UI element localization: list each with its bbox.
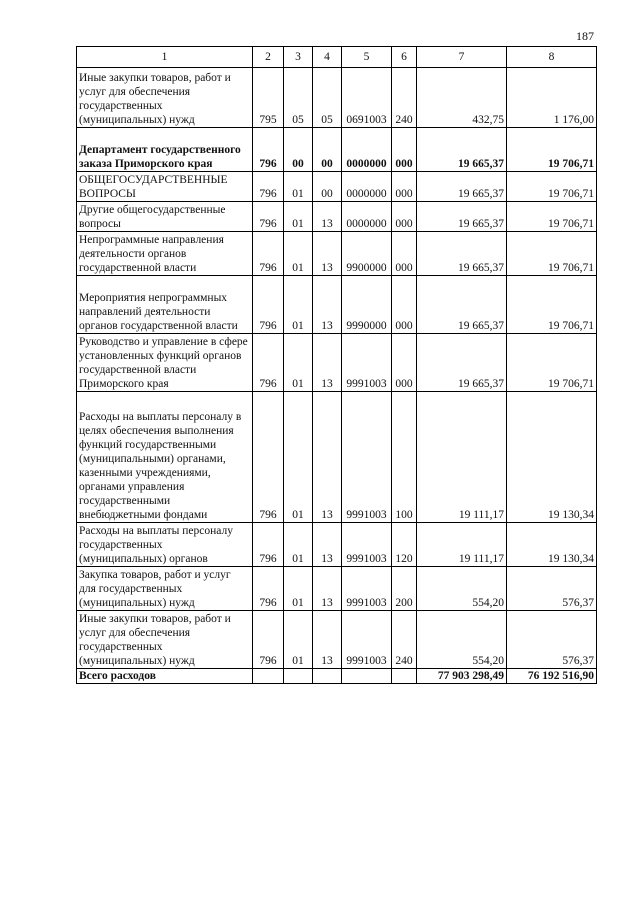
col7: 19 111,17 (417, 392, 507, 523)
page-number: 187 (576, 29, 594, 43)
col4: 13 (313, 232, 342, 276)
table-row (77, 334, 597, 392)
col6: 120 (392, 523, 417, 567)
col7: 19 111,17 (417, 523, 507, 567)
col4: 13 (313, 392, 342, 523)
col6: 100 (392, 392, 417, 523)
total-row (77, 669, 597, 684)
col6: 240 (392, 68, 417, 128)
col4: 13 (313, 202, 342, 232)
row-name: Закупка товаров, работ и услуг для государственных (муниципальных) нужд (77, 567, 253, 611)
col8: 576,37 (507, 611, 597, 669)
col3: 01 (284, 276, 313, 334)
col4: 13 (313, 334, 342, 392)
col4: 13 (313, 523, 342, 567)
col7: 19 665,37 (417, 172, 507, 202)
col5: 9990000 (342, 276, 392, 334)
col8: 19 130,34 (507, 523, 597, 567)
col5: 9991003 (342, 523, 392, 567)
col2: 796 (253, 232, 284, 276)
row-name: ОБЩЕГОСУДАРСТВЕННЫЕ ВОПРОСЫ (77, 172, 253, 202)
col4: 00 (313, 128, 342, 172)
table-row (77, 202, 597, 232)
col2: 796 (253, 567, 284, 611)
col5: 9991003 (342, 334, 392, 392)
col4: 13 (313, 567, 342, 611)
row-name: Иные закупки товаров, работ и услуг для обеспечения государственных (муниципальных) нужд (77, 611, 253, 669)
col7: 554,20 (417, 611, 507, 669)
col8: 576,37 (507, 567, 597, 611)
row-name: Расходы на выплаты персоналу в целях обеспечения выполнения функций государственными (муниципальными) органами, казенными учреждениями, органами управления государственными внебюджетными фондами (77, 392, 253, 523)
column-header: 6 (392, 47, 417, 68)
row-name: Расходы на выплаты персоналу государственных (муниципальных) органов (77, 523, 253, 567)
col3: 01 (284, 392, 313, 523)
table-row (77, 611, 597, 669)
table-row (77, 68, 597, 128)
col5: 9900000 (342, 232, 392, 276)
col4: 00 (313, 172, 342, 202)
col8: 19 706,71 (507, 202, 597, 232)
col3: 01 (284, 611, 313, 669)
col6: 000 (392, 276, 417, 334)
col3: 01 (284, 232, 313, 276)
row-name: Руководство и управление в сфере установленных функций органов государственной власти Приморского края (77, 334, 253, 392)
column-header: 7 (417, 47, 507, 68)
col4: 05 (313, 68, 342, 128)
row-name: Иные закупки товаров, работ и услуг для обеспечения государственных (муниципальных) нужд (77, 68, 253, 128)
column-header: 3 (284, 47, 313, 68)
col7: 432,75 (417, 68, 507, 128)
col5: 0000000 (342, 128, 392, 172)
total-col8: 76 192 516,90 (507, 669, 597, 684)
col8: 19 706,71 (507, 334, 597, 392)
col7: 19 665,37 (417, 232, 507, 276)
col2: 796 (253, 202, 284, 232)
col4: 13 (313, 611, 342, 669)
col7: 19 665,37 (417, 202, 507, 232)
expenditure-table (76, 46, 597, 684)
col8: 19 706,71 (507, 172, 597, 202)
row-name: Мероприятия непрограммных направлений деятельности органов государственной власти (77, 276, 253, 334)
col8: 19 130,34 (507, 392, 597, 523)
col5: 9991003 (342, 567, 392, 611)
table-row (77, 392, 597, 523)
col7: 19 665,37 (417, 276, 507, 334)
total-label: Всего расходов (77, 669, 253, 684)
col2: 796 (253, 276, 284, 334)
col2: 796 (253, 523, 284, 567)
col3: 01 (284, 567, 313, 611)
table-row (77, 567, 597, 611)
column-header: 1 (77, 47, 253, 68)
row-name: Другие общегосударственные вопросы (77, 202, 253, 232)
table-row (77, 523, 597, 567)
col6: 000 (392, 172, 417, 202)
col6: 200 (392, 567, 417, 611)
total-col7: 77 903 298,49 (417, 669, 507, 684)
row-name: Непрограммные направления деятельности органов государственной власти (77, 232, 253, 276)
col3: 01 (284, 523, 313, 567)
column-header: 4 (313, 47, 342, 68)
col2: 795 (253, 68, 284, 128)
column-header: 5 (342, 47, 392, 68)
col2: 796 (253, 334, 284, 392)
col3: 01 (284, 172, 313, 202)
col3: 05 (284, 68, 313, 128)
col6: 240 (392, 611, 417, 669)
col5: 9991003 (342, 611, 392, 669)
col6: 000 (392, 334, 417, 392)
column-header: 2 (253, 47, 284, 68)
col5: 9991003 (342, 392, 392, 523)
table-row (77, 276, 597, 334)
col6: 000 (392, 128, 417, 172)
col6: 000 (392, 202, 417, 232)
col5: 0000000 (342, 202, 392, 232)
col3: 01 (284, 202, 313, 232)
col8: 19 706,71 (507, 232, 597, 276)
column-header: 8 (507, 47, 597, 68)
table-row (77, 172, 597, 202)
col4: 13 (313, 276, 342, 334)
row-name: Департамент государственного заказа Приморского края (77, 128, 253, 172)
col7: 19 665,37 (417, 334, 507, 392)
col8: 1 176,00 (507, 68, 597, 128)
col2: 796 (253, 128, 284, 172)
table-row (77, 128, 597, 172)
col7: 554,20 (417, 567, 507, 611)
col2: 796 (253, 392, 284, 523)
col3: 00 (284, 128, 313, 172)
col2: 796 (253, 172, 284, 202)
col8: 19 706,71 (507, 276, 597, 334)
col5: 0000000 (342, 172, 392, 202)
col8: 19 706,71 (507, 128, 597, 172)
col6: 000 (392, 232, 417, 276)
col5: 0691003 (342, 68, 392, 128)
col7: 19 665,37 (417, 128, 507, 172)
header-row (77, 47, 597, 68)
col3: 01 (284, 334, 313, 392)
col2: 796 (253, 611, 284, 669)
table-row (77, 232, 597, 276)
